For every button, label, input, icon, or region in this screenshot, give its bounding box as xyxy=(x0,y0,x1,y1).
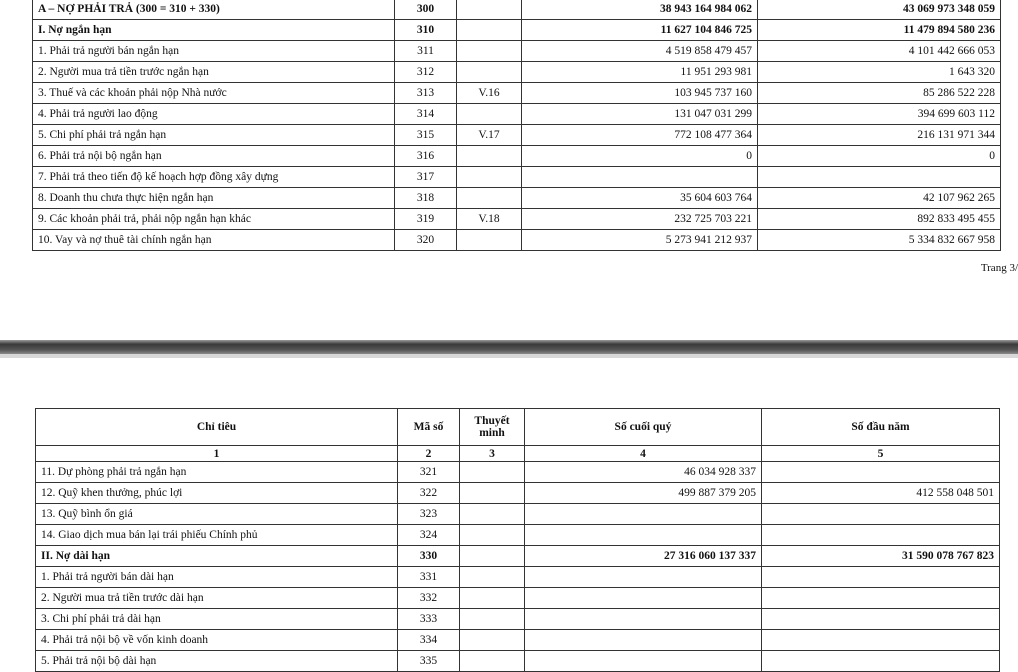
row-start-value: 892 833 495 455 xyxy=(758,209,1001,230)
row-start-value: 216 131 971 344 xyxy=(758,125,1001,146)
row-note xyxy=(457,41,522,62)
row-code: 300 xyxy=(395,0,457,20)
table-header-row xyxy=(36,409,1000,446)
row-indicator: 10. Vay và nợ thuê tài chính ngắn hạn xyxy=(33,230,395,251)
row-note xyxy=(457,146,522,167)
row-indicator: 14. Giao dịch mua bán lại trái phiếu Chính phủ xyxy=(36,525,398,546)
row-code: 324 xyxy=(398,525,460,546)
row-indicator: 11. Dự phòng phải trả ngắn hạn xyxy=(36,462,398,483)
row-code: 316 xyxy=(395,146,457,167)
row-note xyxy=(460,525,525,546)
row-end-value: 27 316 060 137 337 xyxy=(525,546,762,567)
table-row xyxy=(33,41,1001,62)
row-start-value xyxy=(762,609,1000,630)
row-code: 322 xyxy=(398,483,460,504)
table-row xyxy=(36,630,1000,651)
row-start-value xyxy=(758,167,1001,188)
index-1: 1 xyxy=(36,446,398,462)
row-start-value: 4 101 442 666 053 xyxy=(758,41,1001,62)
row-indicator: 5. Chi phí phải trả ngắn hạn xyxy=(33,125,395,146)
index-5: 5 xyxy=(762,446,1000,462)
row-code: 332 xyxy=(398,588,460,609)
row-code: 319 xyxy=(395,209,457,230)
row-start-value xyxy=(762,462,1000,483)
table-row xyxy=(36,651,1000,672)
row-end-value: 0 xyxy=(522,146,758,167)
row-code: 313 xyxy=(395,83,457,104)
row-note xyxy=(460,483,525,504)
row-indicator: 4. Phải trả người lao động xyxy=(33,104,395,125)
row-code: 310 xyxy=(395,20,457,41)
row-indicator: 2. Người mua trả tiền trước ngắn hạn xyxy=(33,62,395,83)
row-code: 311 xyxy=(395,41,457,62)
row-indicator: 7. Phải trả theo tiến độ kế hoạch hợp đồng xây dựng xyxy=(33,167,395,188)
row-code: 320 xyxy=(395,230,457,251)
row-end-value: 232 725 703 221 xyxy=(522,209,758,230)
table-row xyxy=(36,483,1000,504)
row-indicator: 12. Quỹ khen thưởng, phúc lợi xyxy=(36,483,398,504)
header-code: Mã số xyxy=(398,409,460,446)
liabilities-table-bottom xyxy=(35,408,1000,672)
row-note xyxy=(460,546,525,567)
row-start-value xyxy=(762,525,1000,546)
row-code: 317 xyxy=(395,167,457,188)
header-start-of-year: Số đầu năm xyxy=(762,409,1000,446)
row-indicator: I. Nợ ngắn hạn xyxy=(33,20,395,41)
row-note: V.17 xyxy=(457,125,522,146)
row-indicator: 3. Chi phí phải trả dài hạn xyxy=(36,609,398,630)
table-row xyxy=(36,609,1000,630)
table-row xyxy=(33,209,1001,230)
row-note xyxy=(460,609,525,630)
row-indicator: 4. Phải trả nội bộ về vốn kinh doanh xyxy=(36,630,398,651)
row-note xyxy=(460,567,525,588)
row-start-value xyxy=(762,504,1000,525)
row-note xyxy=(460,462,525,483)
row-end-value: 772 108 477 364 xyxy=(522,125,758,146)
page-separator-shadow xyxy=(0,354,1018,358)
row-start-value: 43 069 973 348 059 xyxy=(758,0,1001,20)
table-row xyxy=(33,167,1001,188)
row-end-value xyxy=(525,651,762,672)
table-row xyxy=(36,567,1000,588)
table-row xyxy=(33,0,1001,20)
page-separator xyxy=(0,340,1018,354)
row-code: 314 xyxy=(395,104,457,125)
row-start-value: 11 479 894 580 236 xyxy=(758,20,1001,41)
row-code: 334 xyxy=(398,630,460,651)
row-note xyxy=(460,504,525,525)
row-end-value: 38 943 164 984 062 xyxy=(522,0,758,20)
row-end-value xyxy=(522,167,758,188)
row-end-value xyxy=(525,588,762,609)
row-note xyxy=(457,62,522,83)
row-end-value: 11 627 104 846 725 xyxy=(522,20,758,41)
row-start-value: 5 334 832 667 958 xyxy=(758,230,1001,251)
row-note xyxy=(460,651,525,672)
row-note xyxy=(457,20,522,41)
row-code: 323 xyxy=(398,504,460,525)
row-code: 312 xyxy=(395,62,457,83)
row-start-value: 1 643 320 xyxy=(758,62,1001,83)
row-start-value: 85 286 522 228 xyxy=(758,83,1001,104)
row-end-value xyxy=(525,525,762,546)
row-code: 333 xyxy=(398,609,460,630)
row-end-value: 4 519 858 479 457 xyxy=(522,41,758,62)
row-indicator: 9. Các khoản phải trả, phải nộp ngắn hạn khác xyxy=(33,209,395,230)
row-end-value xyxy=(525,504,762,525)
row-start-value xyxy=(762,651,1000,672)
row-start-value xyxy=(762,588,1000,609)
row-end-value: 103 945 737 160 xyxy=(522,83,758,104)
row-start-value: 42 107 962 265 xyxy=(758,188,1001,209)
row-indicator: 6. Phải trả nội bộ ngắn hạn xyxy=(33,146,395,167)
row-note xyxy=(457,188,522,209)
table-row xyxy=(33,125,1001,146)
row-start-value xyxy=(762,630,1000,651)
row-indicator: 8. Doanh thu chưa thực hiện ngắn hạn xyxy=(33,188,395,209)
row-code: 335 xyxy=(398,651,460,672)
table-row xyxy=(33,104,1001,125)
liabilities-table-top xyxy=(32,0,1001,251)
row-end-value xyxy=(525,609,762,630)
row-code: 318 xyxy=(395,188,457,209)
row-end-value: 131 047 031 299 xyxy=(522,104,758,125)
row-indicator: II. Nợ dài hạn xyxy=(36,546,398,567)
table-row xyxy=(36,588,1000,609)
row-code: 315 xyxy=(395,125,457,146)
row-start-value: 412 558 048 501 xyxy=(762,483,1000,504)
table-row xyxy=(33,146,1001,167)
table-row xyxy=(33,83,1001,104)
row-note: V.18 xyxy=(457,209,522,230)
table-row xyxy=(36,462,1000,483)
row-end-value: 46 034 928 337 xyxy=(525,462,762,483)
index-3: 3 xyxy=(460,446,525,462)
row-indicator: A – NỢ PHẢI TRẢ (300 = 310 + 330) xyxy=(33,0,395,20)
row-indicator: 1. Phải trả người bán ngắn hạn xyxy=(33,41,395,62)
table-row xyxy=(36,546,1000,567)
table-row xyxy=(36,504,1000,525)
row-code: 330 xyxy=(398,546,460,567)
page-number: Trang 3/ xyxy=(980,262,1018,274)
row-start-value xyxy=(762,567,1000,588)
table-row xyxy=(33,20,1001,41)
row-end-value: 499 887 379 205 xyxy=(525,483,762,504)
row-note xyxy=(457,104,522,125)
row-indicator: 2. Người mua trả tiền trước dài hạn xyxy=(36,588,398,609)
row-code: 331 xyxy=(398,567,460,588)
row-end-value: 35 604 603 764 xyxy=(522,188,758,209)
row-indicator: 5. Phải trả nội bộ dài hạn xyxy=(36,651,398,672)
row-indicator: 1. Phải trả người bán dài hạn xyxy=(36,567,398,588)
row-start-value: 0 xyxy=(758,146,1001,167)
table-row xyxy=(33,62,1001,83)
table-index-row xyxy=(36,446,1000,462)
header-note: Thuyết minh xyxy=(460,409,525,446)
row-code: 321 xyxy=(398,462,460,483)
row-note xyxy=(457,167,522,188)
row-start-value: 31 590 078 767 823 xyxy=(762,546,1000,567)
index-4: 4 xyxy=(525,446,762,462)
row-end-value xyxy=(525,630,762,651)
row-end-value: 5 273 941 212 937 xyxy=(522,230,758,251)
index-2: 2 xyxy=(398,446,460,462)
row-note xyxy=(460,588,525,609)
row-indicator: 13. Quỹ bình ổn giá xyxy=(36,504,398,525)
row-end-value: 11 951 293 981 xyxy=(522,62,758,83)
row-end-value xyxy=(525,567,762,588)
row-note: V.16 xyxy=(457,83,522,104)
table-row xyxy=(33,188,1001,209)
header-end-of-quarter: Số cuối quý xyxy=(525,409,762,446)
row-indicator: 3. Thuế và các khoản phải nộp Nhà nước xyxy=(33,83,395,104)
row-note xyxy=(460,630,525,651)
header-indicator: Chỉ tiêu xyxy=(36,409,398,446)
table-row xyxy=(36,525,1000,546)
row-note xyxy=(457,230,522,251)
table-row xyxy=(33,230,1001,251)
row-start-value: 394 699 603 112 xyxy=(758,104,1001,125)
row-note xyxy=(457,0,522,20)
